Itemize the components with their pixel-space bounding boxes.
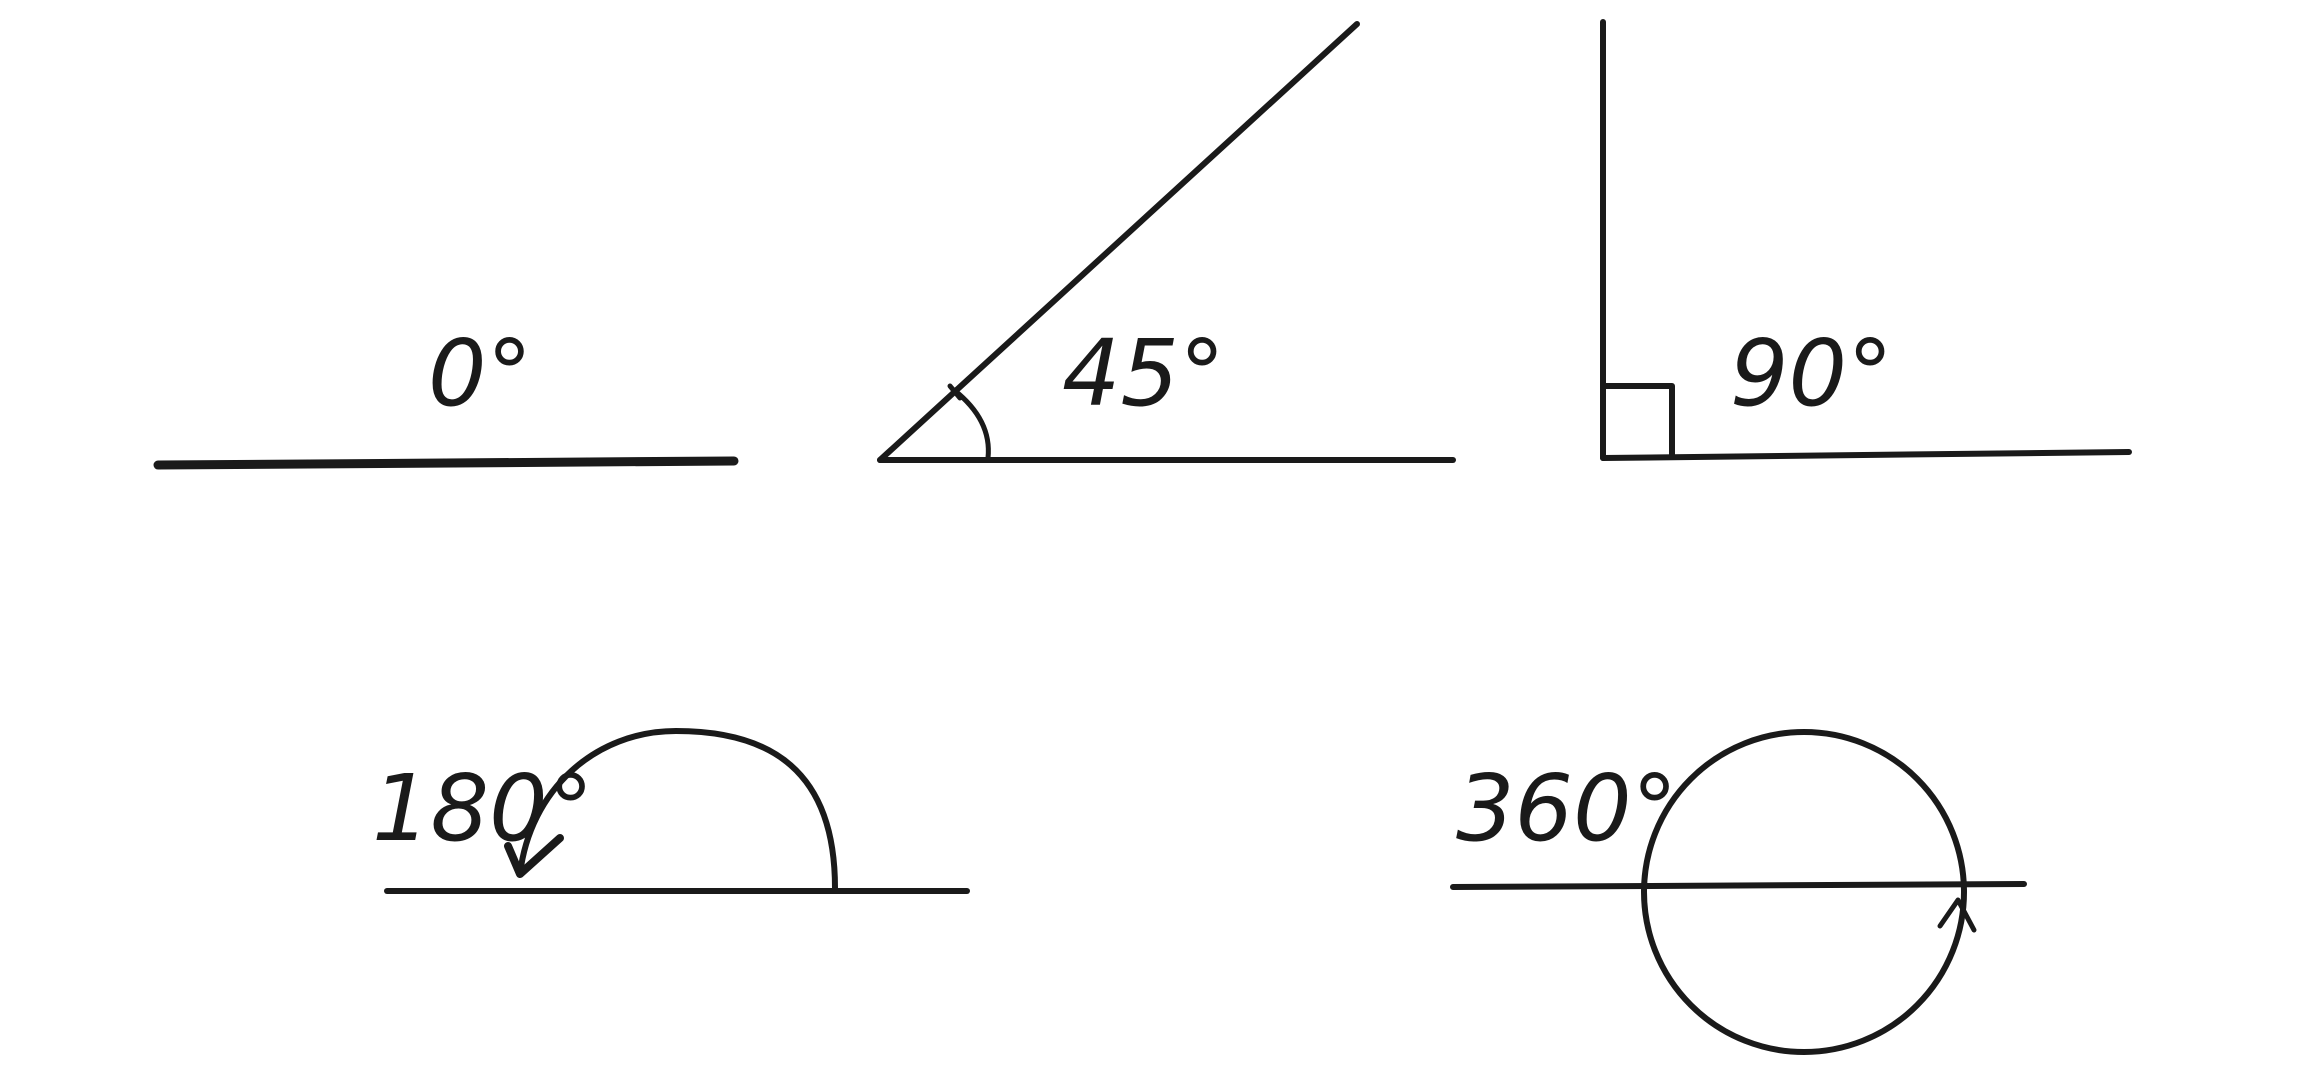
angle-45-label: 45° — [1062, 320, 1226, 427]
angle-0-ray — [158, 461, 734, 465]
angle-45-figure — [880, 24, 1453, 460]
angle-90-figure — [1603, 22, 2129, 458]
angle-90-label: 90° — [1730, 320, 1894, 427]
angle-180-label: 180° — [372, 755, 594, 862]
angle-180-figure — [372, 731, 967, 891]
angle-0-label: 0° — [428, 320, 533, 427]
angle-360-line — [1453, 884, 2024, 887]
arrowhead-icon — [1940, 900, 1974, 930]
angle-90-base-ray — [1603, 452, 2129, 458]
angle-360-figure — [1453, 732, 2024, 1052]
angle-360-circle — [1644, 732, 1964, 1052]
angle-360-label: 360° — [1456, 755, 1678, 862]
angle-0-figure — [158, 320, 734, 465]
right-angle-marker — [1606, 386, 1672, 456]
